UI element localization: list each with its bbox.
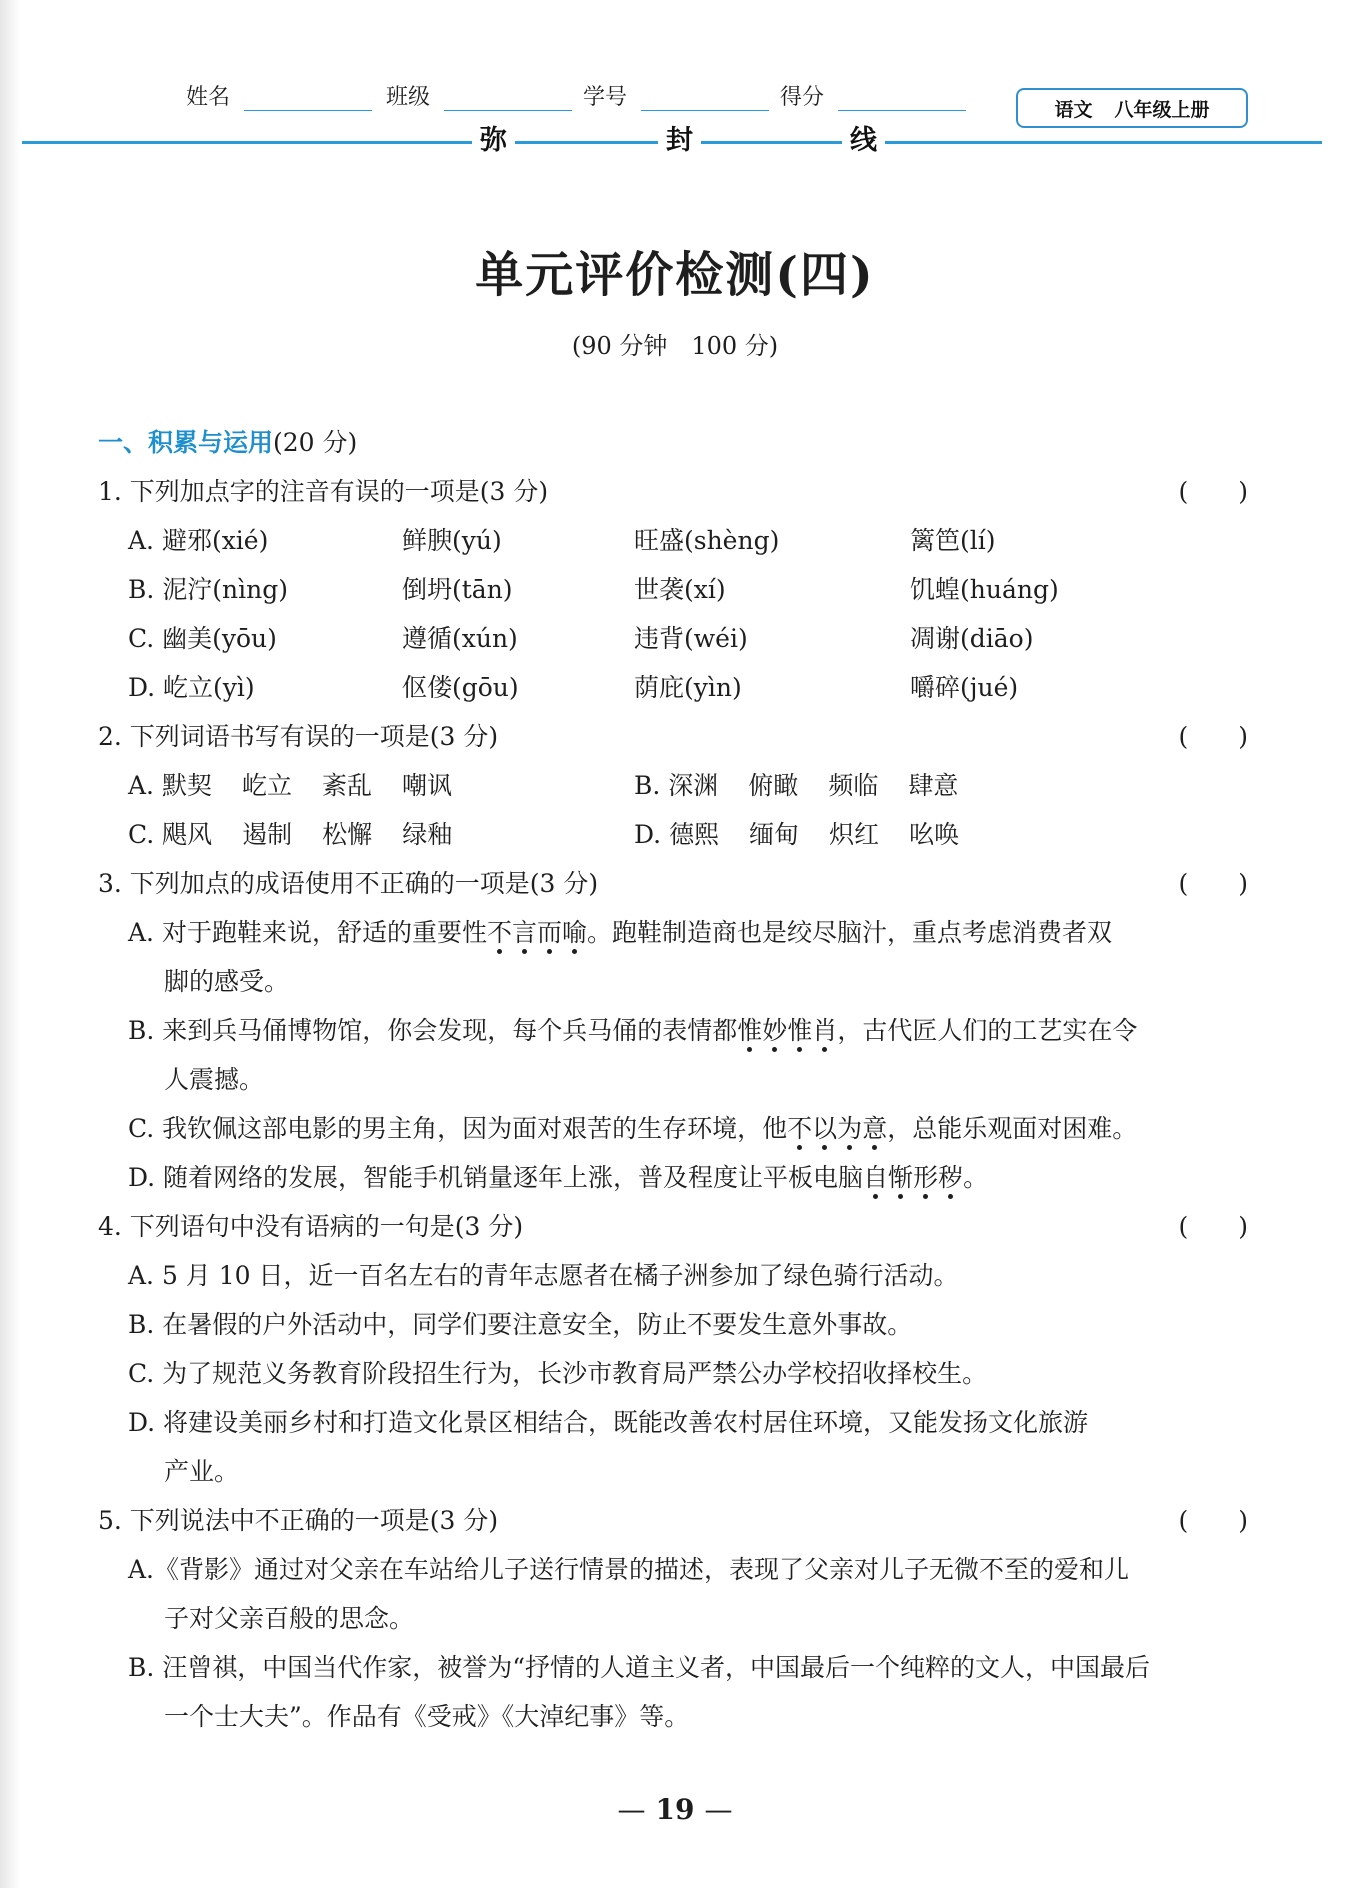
question-3-text: 3. 下列加点的成语使用不正确的一项是(3 分) [98,869,599,898]
q3-option-b [98,1006,1248,1055]
grade-label: 八年级上册 [1114,98,1210,121]
q1-d-item-4: 嚼碎(jué) [910,673,1019,702]
q1-option-row-b [98,565,1248,614]
dotted-char: 喻 [562,918,588,947]
word: 紊乱 [322,771,373,800]
dotted-char: 形 [913,1163,939,1192]
word: 肆意 [908,771,959,800]
class-label: 班级 [386,85,431,110]
word: 频临 [828,771,879,800]
word: 遏制 [242,820,293,849]
score-blank[interactable] [838,82,966,111]
dotted-char: 意 [862,1114,888,1143]
q2-options-cd [98,810,1248,859]
question-2-text: 2. 下列词语书写有误的一项是(3 分) [98,722,499,751]
name-label: 姓名 [186,85,231,110]
q5-option-a: A.《背影》通过对父亲在车站给儿子送行情景的描述，表现了父亲对儿子无微不至的爱和儿 [128,1555,1130,1584]
section-score: (20 分) [273,428,358,457]
question-1-stem [98,467,1248,516]
q4-option-d: D. 将建设美丽乡村和打造文化景区相结合，既能改善农村居住环境，又能发扬文化旅游 [128,1408,1089,1437]
q3-option-a [98,908,1248,957]
option-letter: D. [634,820,662,849]
q2-options-ab [98,761,1248,810]
q2-option-b [634,761,988,810]
q4-option-a: A. 5 月 10 日，近一百名左右的青年志愿者在橘子洲参加了绿色骑行活动。 [128,1261,959,1290]
question-5-text: 5. 下列说法中不正确的一项是(3 分) [98,1506,499,1535]
word: 嘲讽 [402,771,453,800]
student-id-label: 学号 [583,85,628,110]
q1-d-item-3: 荫庇(yìn) [634,673,742,702]
score-label: 得分 [780,85,825,110]
q1-a-item-2: 鲜腴(yú) [402,526,502,555]
answer-bracket-1[interactable]: ( ) [1178,477,1248,506]
dotted-char: 不 [486,918,512,947]
text: C. 我钦佩这部电影的男主角，因为面对艰苦的生存环境，他 [128,1114,788,1143]
q3-option-a-cont: 脚的感受。 [164,967,290,996]
dotted-char: 肖 [812,1016,838,1045]
q4-option-b: B. 在暑假的户外活动中，同学们要注意安全，防止不要发生意外事故。 [128,1310,913,1339]
q3-option-b-cont: 人震撼。 [164,1065,265,1094]
q1-b-item-4: 饥蝗(huáng) [910,575,1059,604]
q5-option-b-cont: 一个士大夫”。作品有《受戒》《大淖纪事》等。 [164,1702,690,1731]
q2-option-d [634,810,989,859]
section-heading [98,418,1248,467]
q1-c-item-4: 凋谢(diāo) [910,624,1034,653]
score-field[interactable] [780,80,966,111]
word: 俯瞰 [748,771,799,800]
dotted-idiom [863,1163,963,1192]
question-4-text: 4. 下列语句中没有语病的一句是(3 分) [98,1212,524,1241]
student-info-fields [186,80,986,116]
q5-option-b: B. 汪曾祺，中国当代作家，被誉为“抒情的人道主义者，中国最后一个纯粹的文人，中国最后 [128,1653,1151,1682]
q3-option-c [98,1104,1248,1153]
dotted-char: 言 [511,918,537,947]
q1-d-item-1: D. 屹立(yì) [128,673,255,702]
dotted-char: 以 [812,1114,838,1143]
word: 缅甸 [749,820,800,849]
q1-c-item-1: C. 幽美(yōu) [128,624,277,653]
dotted-char: 不 [787,1114,813,1143]
option-letter: B. [634,771,661,800]
q1-c-item-2: 遵循(xún) [402,624,518,653]
word: 德熙 [669,820,720,849]
subject-label: 语文 [1054,98,1093,121]
word: 默契 [161,771,212,800]
text: ，古代匠人们的工艺实在令 [837,1016,1138,1045]
word: 绿釉 [402,820,453,849]
q2-option-a [128,761,482,810]
class-field[interactable] [386,80,572,111]
q1-a-item-3: 旺盛(shèng) [634,526,780,555]
text: B. 来到兵马俑博物馆，你会发现，每个兵马俑的表情都 [128,1016,738,1045]
dotted-char: 妙 [762,1016,788,1045]
q1-a-item-1: A. 避邪(xié) [128,526,269,555]
student-id-field[interactable] [583,80,769,111]
q1-d-item-2: 伛偻(gōu) [402,673,519,702]
dotted-char: 秽 [938,1163,964,1192]
text: D. 随着网络的发展，智能手机销量逐年上涨，普及程度让平板电脑 [128,1163,864,1192]
seal-char-3: 线 [842,124,885,158]
dotted-char: 惟 [737,1016,763,1045]
class-blank[interactable] [444,82,572,111]
section-title: 一、积累与运用 [98,428,274,457]
question-5-stem [98,1496,1248,1545]
page-title: 单元评价检测(四) [475,247,875,303]
dotted-char: 惟 [787,1016,813,1045]
q1-option-row-a [98,516,1248,565]
word: 屹立 [241,771,292,800]
option-letter: C. [128,820,155,849]
q1-c-item-3: 违背(wéi) [634,624,748,653]
text: 。 [963,1163,989,1192]
answer-bracket-5[interactable]: ( ) [1178,1506,1248,1535]
dotted-char: 为 [837,1114,863,1143]
q1-option-row-d [98,663,1248,712]
subject-badge [1016,88,1248,128]
question-3-stem [98,859,1248,908]
q1-b-item-3: 世袭(xí) [634,575,726,604]
q4-option-c: C. 为了规范义务教育阶段招生行为，长沙市教育局严禁公办学校招收择校生。 [128,1359,988,1388]
name-field[interactable] [186,80,372,111]
word: 飓风 [162,820,213,849]
q1-a-item-4: 篱笆(lí) [910,526,996,555]
q2-option-c [128,810,482,859]
page-number-value: 19 [655,1793,695,1826]
dotted-idiom [737,1016,837,1045]
text: A. 对于跑鞋来说，舒适的重要性 [128,918,487,947]
dotted-char: 自 [863,1163,889,1192]
dotted-char: 惭 [888,1163,914,1192]
q4-option-d-cont: 产业。 [164,1457,240,1486]
text: ，总能乐观面对困难。 [887,1114,1138,1143]
q5-option-a-cont: 子对父亲百般的思念。 [164,1604,415,1633]
exam-content [98,418,1248,1741]
word: 炽红 [829,820,880,849]
answer-bracket-4[interactable]: ( ) [1178,1212,1248,1241]
q1-b-item-1: B. 泥泞(nìng) [128,575,288,604]
q1-option-row-c [98,614,1248,663]
question-1-text: 1. 下列加点字的注音有误的一项是(3 分) [98,477,549,506]
dotted-char: 而 [536,918,562,947]
answer-bracket-2[interactable]: ( ) [1178,722,1248,751]
text: 。跑鞋制造商也是绞尽脑汁，重点考虑消费者双 [587,918,1113,947]
dotted-idiom [487,918,587,947]
word: 松懈 [322,820,373,849]
word: 深渊 [668,771,719,800]
option-letter: A. [128,771,155,800]
exam-duration-score: (90 分钟 100 分) [571,332,779,360]
student-id-blank[interactable] [641,82,769,111]
dotted-idiom [787,1114,887,1143]
word: 吆唤 [909,820,960,849]
answer-bracket-3[interactable]: ( ) [1178,869,1248,898]
page-number: — 19 — [617,1793,733,1826]
q1-b-item-2: 倒坍(tān) [402,575,513,604]
seal-char-2: 封 [658,124,701,158]
name-blank[interactable] [244,82,372,111]
seal-char-1: 弥 [472,124,515,158]
q3-option-d [98,1153,1248,1202]
question-2-stem [98,712,1248,761]
question-4-stem [98,1202,1248,1251]
